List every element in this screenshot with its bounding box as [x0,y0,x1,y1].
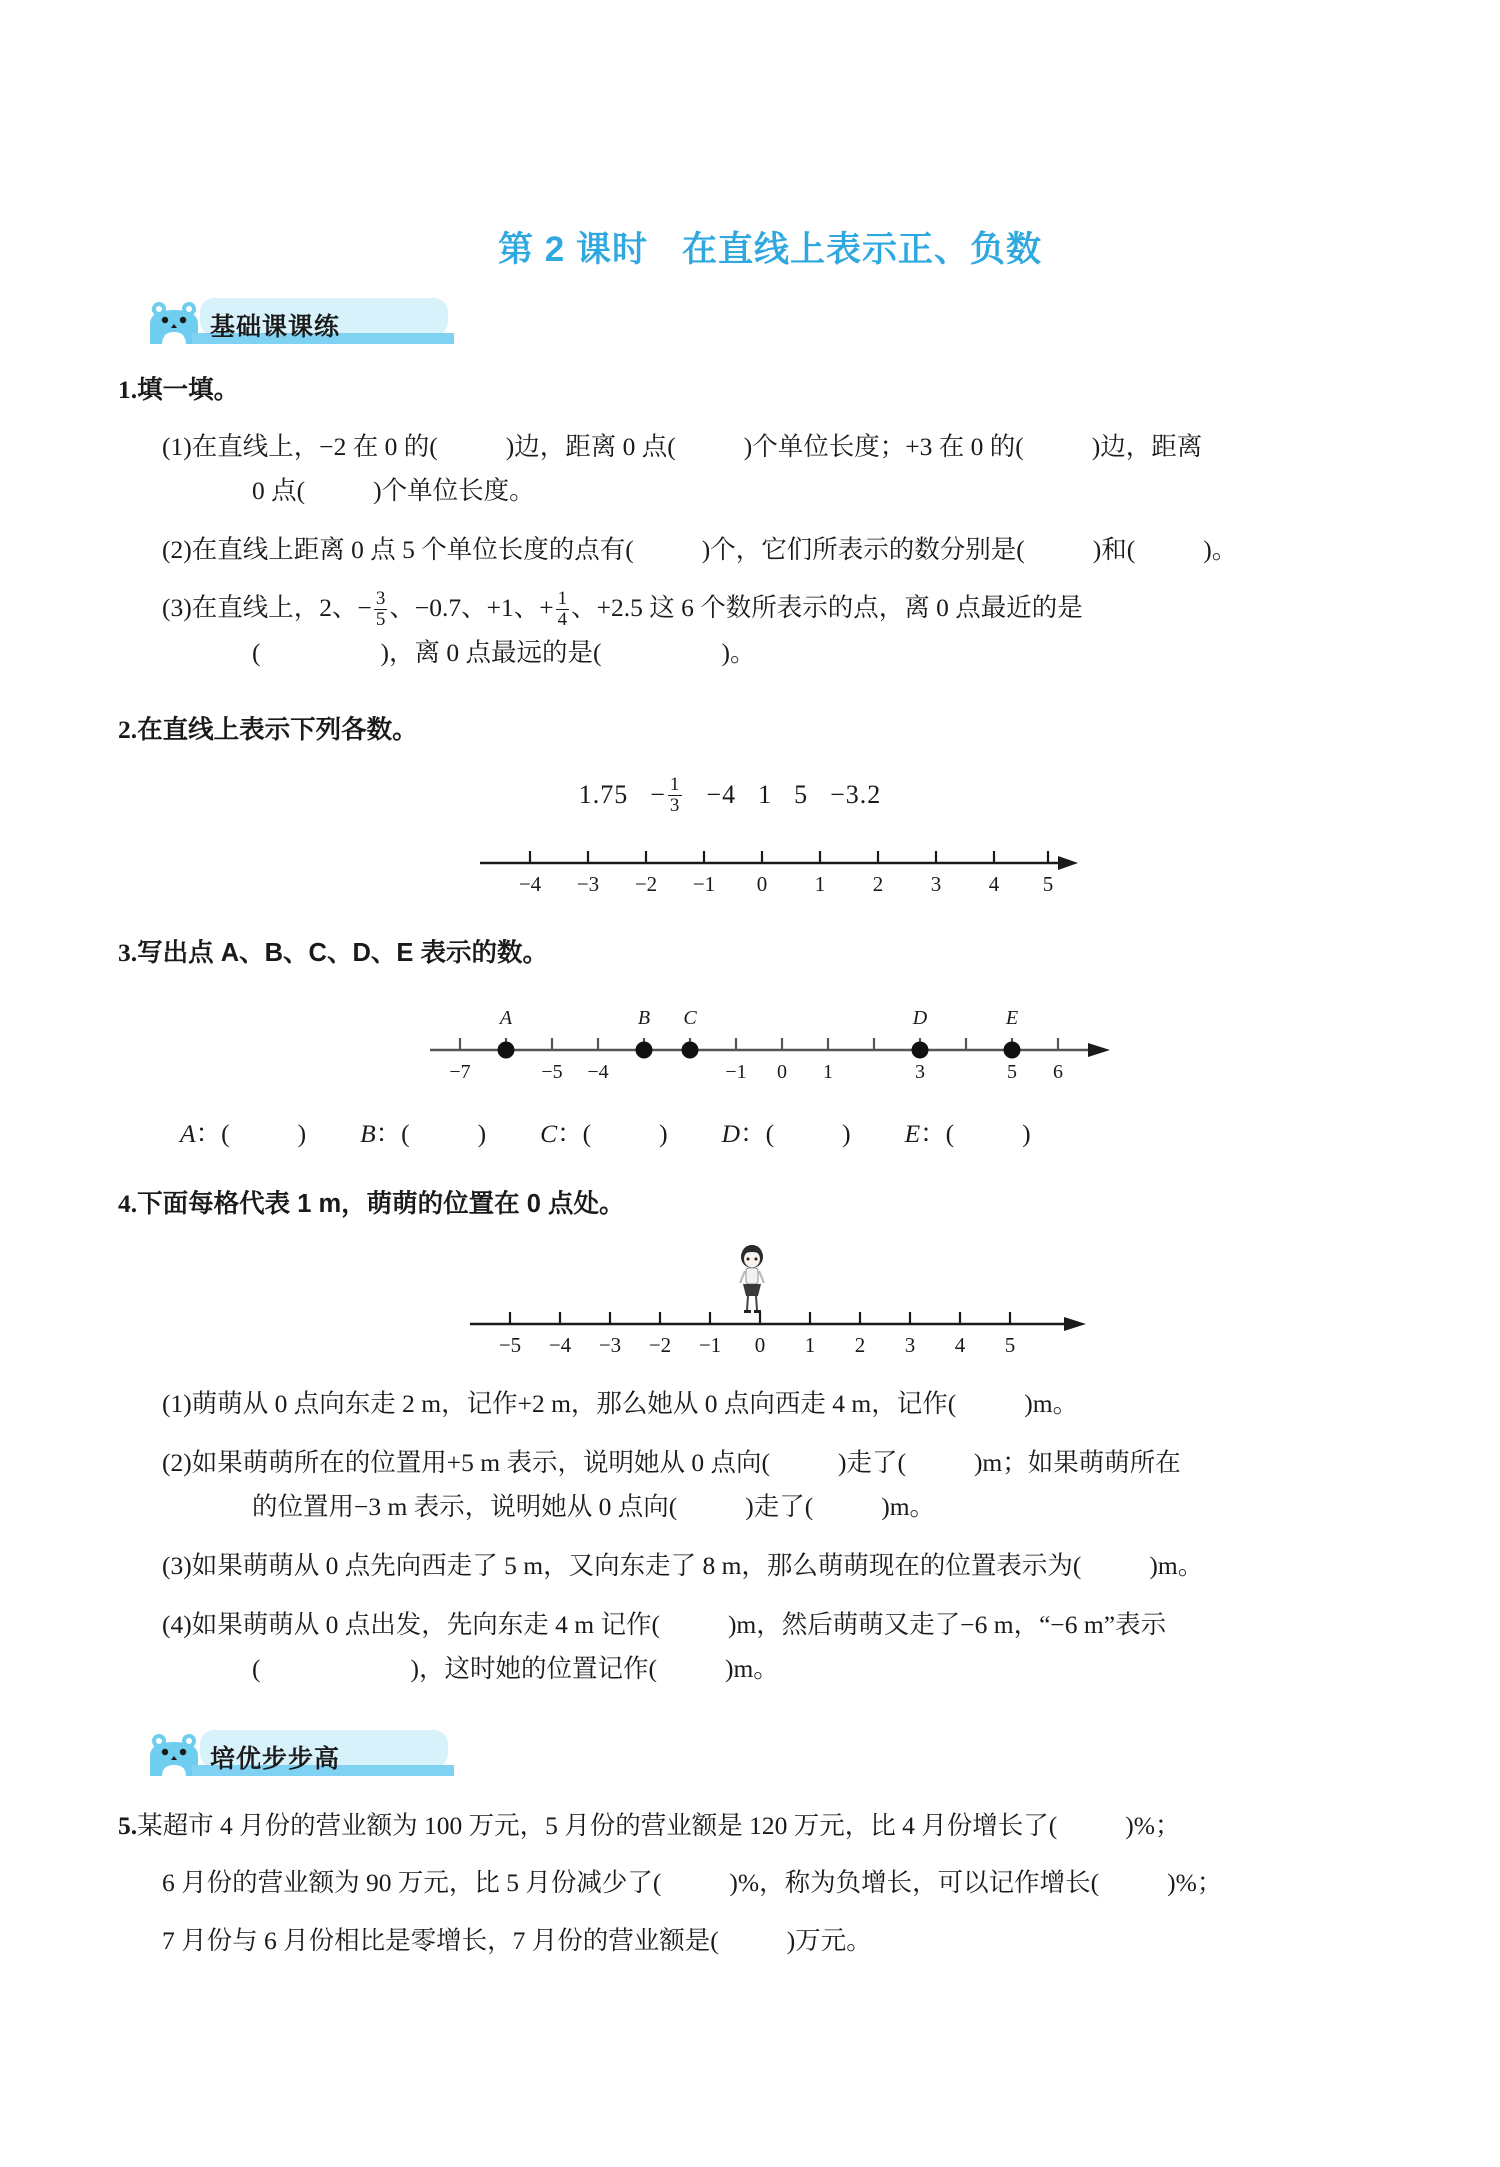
svg-text:−2: −2 [634,872,658,897]
svg-text:A: A [499,1006,513,1029]
item-text: )走了( [745,1492,814,1522]
svg-text:1: 1 [814,872,826,897]
svg-text:−3: −3 [598,1333,622,1358]
item-text: 如果萌萌从 0 点出发，先向东走 4 m 记作( [191,1609,660,1639]
item-text: )走了( [837,1447,906,1477]
item-text: )万元。 [786,1925,872,1955]
svg-text:D: D [912,1006,928,1029]
value-1: 1.75 [578,779,629,809]
svg-text:−3: −3 [576,872,600,897]
point-C [682,1041,699,1058]
svg-text:1: 1 [804,1333,816,1358]
svg-text:3: 3 [930,872,942,897]
question-5-number: 5. [118,1810,138,1840]
svg-text:B: B [637,1006,651,1029]
item-text: )%，称为负增长，可以记作增长( [729,1868,1100,1898]
item-text: )%； [1125,1810,1181,1840]
page-title [0,0,1500,272]
item-text: ( [252,1654,261,1684]
item-label: (3) [162,593,192,623]
question-5-line-3 [118,1921,1380,1961]
item-continuation [162,1485,1380,1530]
question-5 [0,1806,1500,1961]
item-text: )，这时她的位置记作( [410,1654,657,1684]
item-continuation [162,1647,1380,1692]
svg-text:5: 5 [1007,1060,1017,1083]
svg-text:3: 3 [915,1060,925,1083]
section-label-basic: 基础课课练 [210,313,341,341]
question-4-item-4 [118,1603,1380,1692]
answer-A: A：( ) [180,1118,307,1148]
svg-text:−1: −1 [725,1060,747,1083]
item-text: )m。 [1024,1389,1079,1419]
svg-text:2: 2 [872,872,884,897]
question-1-number: 1. [118,375,138,404]
answer-E: E：( ) [904,1118,1031,1148]
svg-text:0: 0 [777,1060,787,1083]
value-4: 1 [758,779,773,809]
item-text: 、+2.5 这 6 个数所表示的点，离 0 点最近的是 [571,593,1083,623]
svg-text:6: 6 [1053,1060,1063,1083]
question-4-numberline [0,1238,1500,1368]
question-2-head: 在直线上表示下列各数。 [137,715,418,744]
item-text: )个单位长度；+3 在 0 的( [743,431,1024,461]
question-2 [0,710,1500,751]
svg-text:E: E [1005,1006,1019,1029]
item-text: 6 月份的营业额为 90 万元，比 5 月份减少了( [162,1868,662,1898]
page-title-prefix: 第 2 课时 [498,230,648,269]
item-text: 如果萌萌从 0 点先向西走了 5 m，又向东走了 8 m，那么萌萌现在的位置表示为( [191,1550,1082,1580]
item-text: )边，距离 [1091,431,1203,461]
svg-text:1: 1 [823,1060,833,1083]
section-header-basic [0,296,1500,344]
svg-text:−5: −5 [541,1060,563,1083]
item-text: )m。 [1149,1550,1204,1580]
svg-text:−4: −4 [548,1333,572,1358]
question-2-values [0,776,1500,817]
question-4-heading [118,1184,1380,1225]
item-text: )m。 [724,1654,779,1684]
item-text: 某超市 4 月份的营业额为 100 万元，5 月份的营业额是 120 万元，比 4 月份增长了( [137,1810,1058,1840]
svg-text:0: 0 [756,872,768,897]
item-text: )，离 0 点最远的是( [380,638,602,668]
item-text: 在直线上，−2 在 0 的( [191,431,438,461]
question-1 [0,370,1500,676]
svg-text:4: 4 [954,1333,966,1358]
question-2-number: 2. [118,714,138,744]
svg-text:2: 2 [854,1333,866,1358]
item-text: )和( [1092,534,1136,564]
svg-text:C: C [683,1006,697,1029]
svg-text:4: 4 [988,872,1000,897]
answer-B: B：( ) [360,1118,487,1148]
fraction-1-3: $\frac{1}{3}$ [669,774,681,817]
item-continuation [162,469,1380,514]
item-text: )。 [721,638,756,668]
question-3-number: 3. [118,938,138,968]
item-text: )m。 [881,1492,936,1522]
value-6: −3.2 [830,779,882,809]
question-4-item-2 [118,1441,1380,1530]
item-text: )m，然后萌萌又走了−6 m，“−6 m”表示 [727,1609,1167,1639]
question-2-numberline [0,839,1500,903]
question-4-head: 下面每格代表 1 m，萌萌的位置在 0 点处。 [137,1189,625,1218]
item-text: )个单位长度。 [373,476,535,506]
item-text: 7 月份与 6 月份相比是零增长，7 月份的营业额是( [162,1925,719,1955]
question-5-line-1 [118,1806,1380,1846]
item-label: (1) [162,431,192,461]
svg-text:5: 5 [1004,1333,1016,1358]
value-5: 5 [794,779,809,809]
girl-figure [740,1245,764,1313]
section-header-advanced [0,1728,1500,1776]
question-3-head: 写出点 A、B、C、D、E 表示的数。 [137,939,548,968]
question-3-numberline [0,1000,1500,1092]
question-4-item-3 [118,1544,1380,1589]
item-text: )边，距离 0 点( [505,431,676,461]
svg-text:3: 3 [904,1333,916,1358]
item-text: 如果萌萌所在的位置用+5 m 表示，说明她从 0 点向( [191,1447,770,1477]
question-1-item-3 [118,586,1380,675]
question-3-answer-row [0,1114,1500,1150]
item-text: 萌萌从 0 点向东走 2 m，记作+2 m，那么她从 0 点向西走 4 m，记作( [191,1389,957,1419]
question-4 [0,1184,1500,1225]
item-text: 、−0.7、+1、+ [389,593,554,623]
value-3: −4 [706,779,737,809]
question-3-heading [118,933,1380,974]
question-1-head: 填一填。 [137,376,240,404]
question-4-item-1 [118,1382,1380,1427]
item-text: )个，它们所表示的数分别是( [701,534,1025,564]
answer-C: C：( ) [540,1118,668,1148]
question-1-heading [118,370,1380,411]
page-title-main: 在直线上表示正、负数 [681,230,1042,269]
item-label: (2) [162,534,192,564]
point-E [1004,1041,1021,1058]
svg-text:−1: −1 [698,1333,722,1358]
point-B [636,1041,653,1058]
section-label-advanced: 培优步步高 [210,1744,341,1773]
item-text: 0 点( [252,476,306,506]
svg-text:−4: −4 [518,872,542,897]
item-label: (2) [162,1447,192,1477]
item-text: ( [252,638,261,668]
item-text: )%； [1167,1868,1223,1898]
point-D [912,1041,929,1058]
question-5-line-2 [118,1863,1380,1903]
svg-text:−5: −5 [498,1333,522,1358]
item-label: (1) [162,1389,192,1419]
fraction-3-5: $\frac{3}{5}$ [375,588,386,631]
question-2-heading [118,710,1380,751]
svg-text:−1: −1 [692,872,716,897]
question-1-item-1 [118,425,1380,514]
svg-text:−2: −2 [648,1333,672,1358]
question-3 [0,933,1500,974]
item-label: (3) [162,1550,192,1580]
question-4-number: 4. [118,1188,138,1218]
svg-text:−7: −7 [449,1060,471,1083]
fraction-1-4: $\frac{1}{4}$ [557,588,568,631]
point-A [498,1041,515,1058]
svg-text:5: 5 [1042,872,1054,897]
answer-D: D：( ) [721,1118,851,1148]
svg-text:0: 0 [754,1333,766,1358]
question-4-items [0,1382,1500,1692]
question-1-item-2 [118,528,1380,573]
item-label: (4) [162,1609,192,1639]
item-text: 在直线上，2、− [191,593,372,623]
item-text: )m；如果萌萌所在 [973,1447,1181,1477]
value-2: − $\frac{1}{3}$ [650,774,681,817]
svg-text:−4: −4 [587,1060,609,1083]
item-text: )。 [1203,534,1238,564]
item-text: 在直线上距离 0 点 5 个单位长度的点有( [191,534,634,564]
item-continuation [162,631,1380,676]
item-text: 的位置用−3 m 表示，说明她从 0 点向( [252,1492,678,1522]
